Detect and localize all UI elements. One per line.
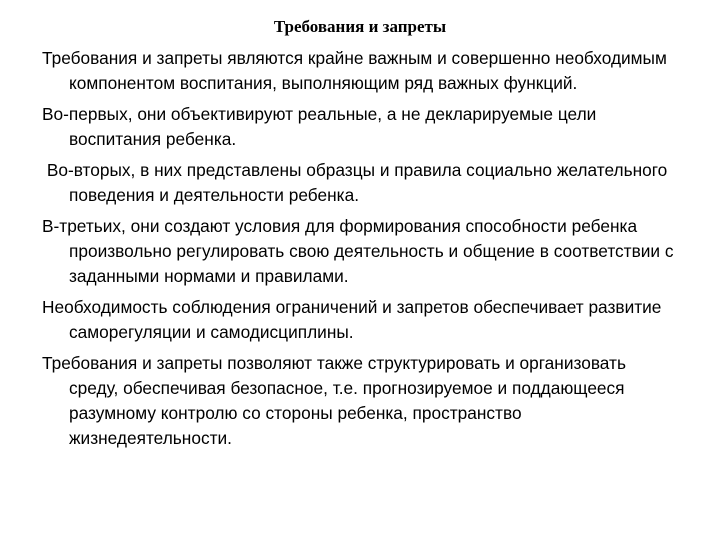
- slide-body: [42, 46, 678, 457]
- paragraph-second: Во-вторых, в них представлены образцы и правила социально желательного поведения и деятельности ребенка.: [42, 160, 673, 205]
- paragraph-structure: Требования и запреты позволяют также структурировать и организовать среду, обеспечивая безопасное, т.е. прогнозируемое и поддающееся разумному контролю со стороны ребенка, пространство жизнедеятельности.: [42, 353, 626, 448]
- slide-title: Требования и запреты: [273, 17, 447, 36]
- paragraph-intro: Требования и запреты являются крайне важным и совершенно необходимым компонентом воспитания, выполняющим ряд важных функций.: [42, 48, 667, 93]
- paragraph-first: Во-первых, они объективируют реальные, а не декларируемые цели воспитания ребенка.: [42, 104, 597, 149]
- paragraph-third: В-третьих, они создают условия для формирования способности ребенка произвольно регулировать свою деятельность и общение в соответствии с заданными нормами и правилами.: [42, 216, 674, 286]
- paragraph-necessity: Необходимость соблюдения ограничений и запретов обеспечивает развитие саморегуляции и самодисциплины.: [42, 297, 662, 342]
